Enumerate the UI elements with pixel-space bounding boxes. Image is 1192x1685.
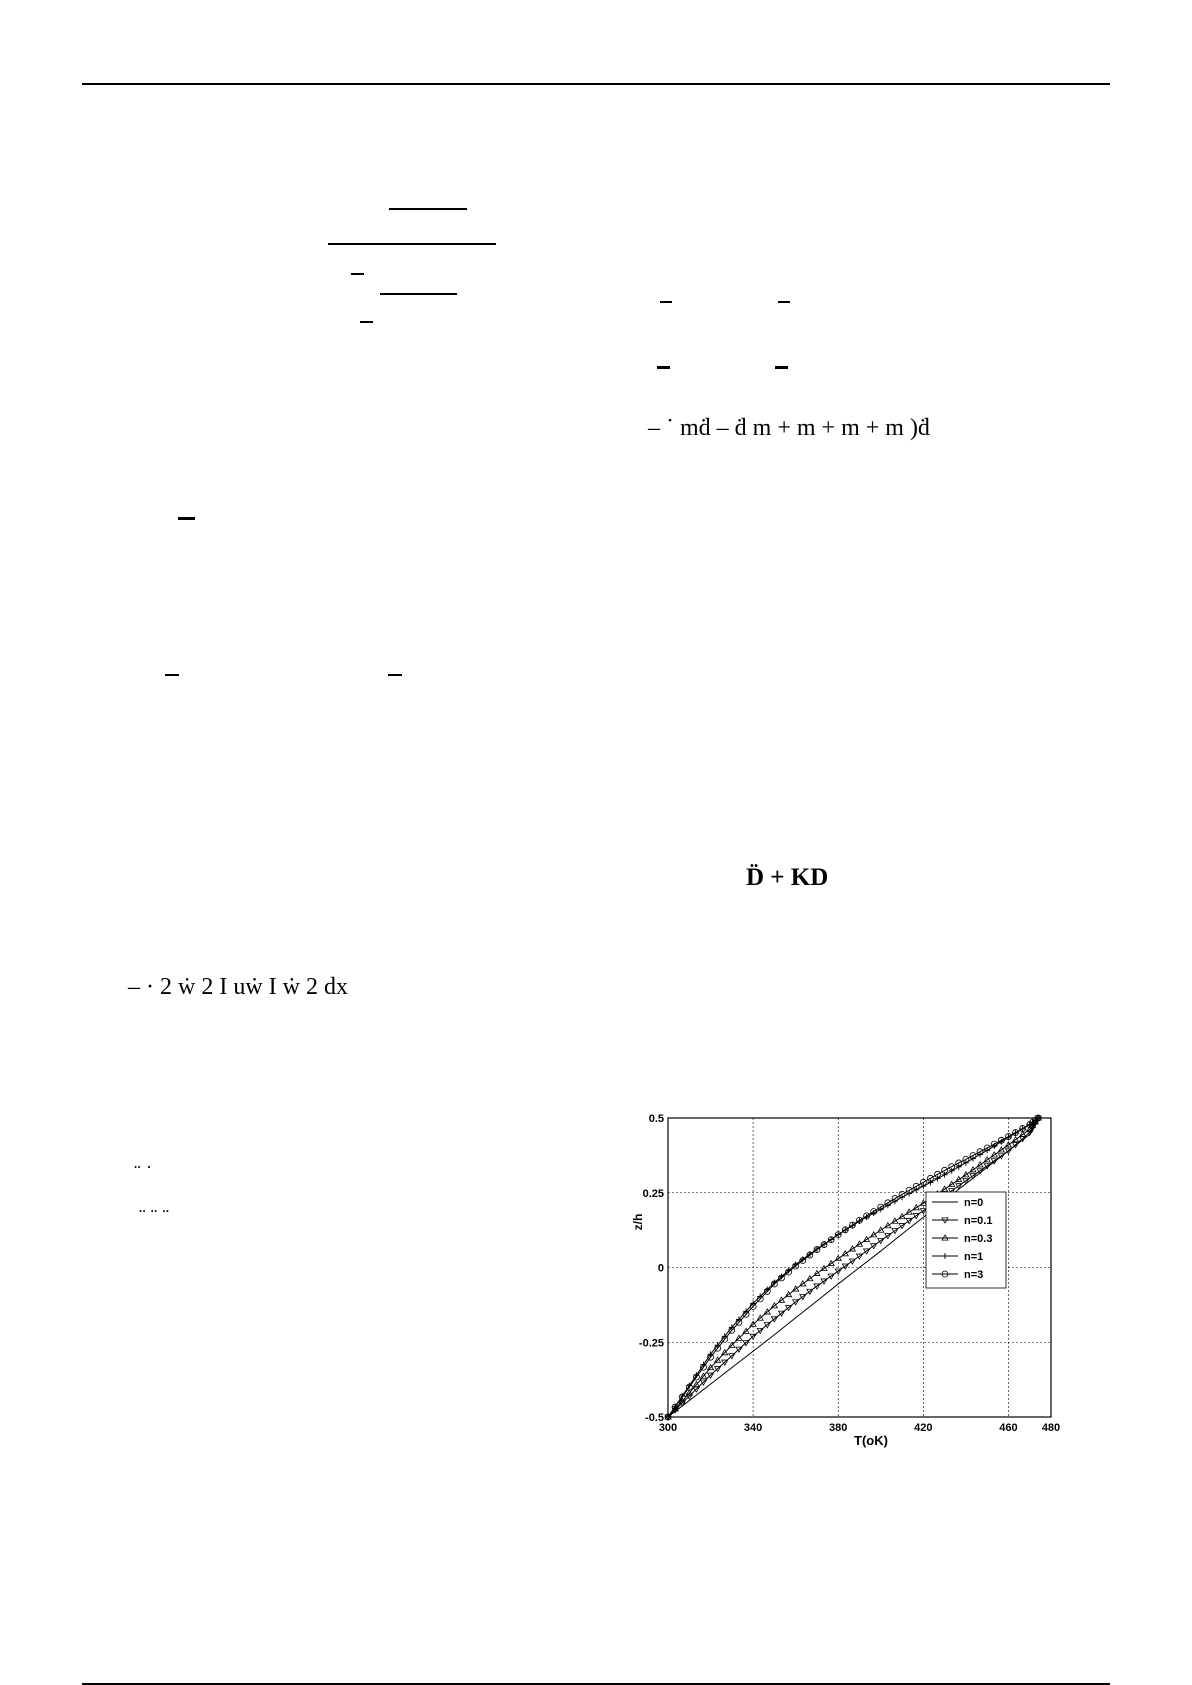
legend-label: n=0 [964, 1197, 984, 1209]
equation-fragment: ¨ ¨ ¨ [139, 1206, 169, 1228]
y-tick-label: 0 [657, 1262, 664, 1275]
x-tick-label: 480 [1041, 1422, 1061, 1434]
y-tick-label: -0.5 [645, 1412, 664, 1424]
x-axis-label: T(oK) [854, 1433, 888, 1448]
legend-label: n=3 [964, 1269, 984, 1281]
minus-sign [165, 674, 179, 676]
fraction-bar [328, 243, 496, 245]
minus-sign [660, 301, 672, 303]
equation-fragment: – ˙ mḋ – ḋ m + m + m + m )ḋ [648, 415, 930, 441]
minus-sign [775, 366, 788, 369]
minus-sign [178, 517, 195, 520]
y-tick-label: 0.5 [648, 1113, 664, 1125]
legend-label: n=1 [964, 1251, 984, 1263]
minus-sign [351, 273, 364, 275]
x-tick-label: 380 [829, 1422, 848, 1434]
equation-fragment: – · 2 ẇ 2 I uẇ I ẇ 2 dx [128, 974, 348, 1000]
x-tick-label: 420 [914, 1422, 933, 1434]
x-tick-label: 340 [743, 1422, 763, 1434]
x-tick-label: 300 [658, 1422, 678, 1434]
minus-sign [657, 366, 670, 369]
minus-sign [388, 674, 402, 676]
legend-label: n=0.1 [964, 1215, 993, 1227]
header-rule [82, 83, 1110, 85]
fraction-bar [380, 293, 457, 295]
y-axis-label: z/h [631, 1213, 645, 1231]
x-tick-label: 460 [999, 1422, 1018, 1434]
chart-legend [926, 1192, 1006, 1288]
legend-label: n=0.3 [964, 1233, 993, 1245]
minus-sign [360, 321, 373, 323]
y-tick-label: -0.25 [638, 1337, 664, 1350]
equation-fragment: ¨ ˙ [134, 1162, 153, 1184]
equation-fragment: D̈ + KD [746, 864, 829, 891]
y-tick-label: 0.25 [642, 1187, 664, 1200]
minus-sign [778, 301, 790, 303]
fraction-bar [389, 208, 467, 210]
temperature-profile-chart [628, 1108, 1068, 1454]
